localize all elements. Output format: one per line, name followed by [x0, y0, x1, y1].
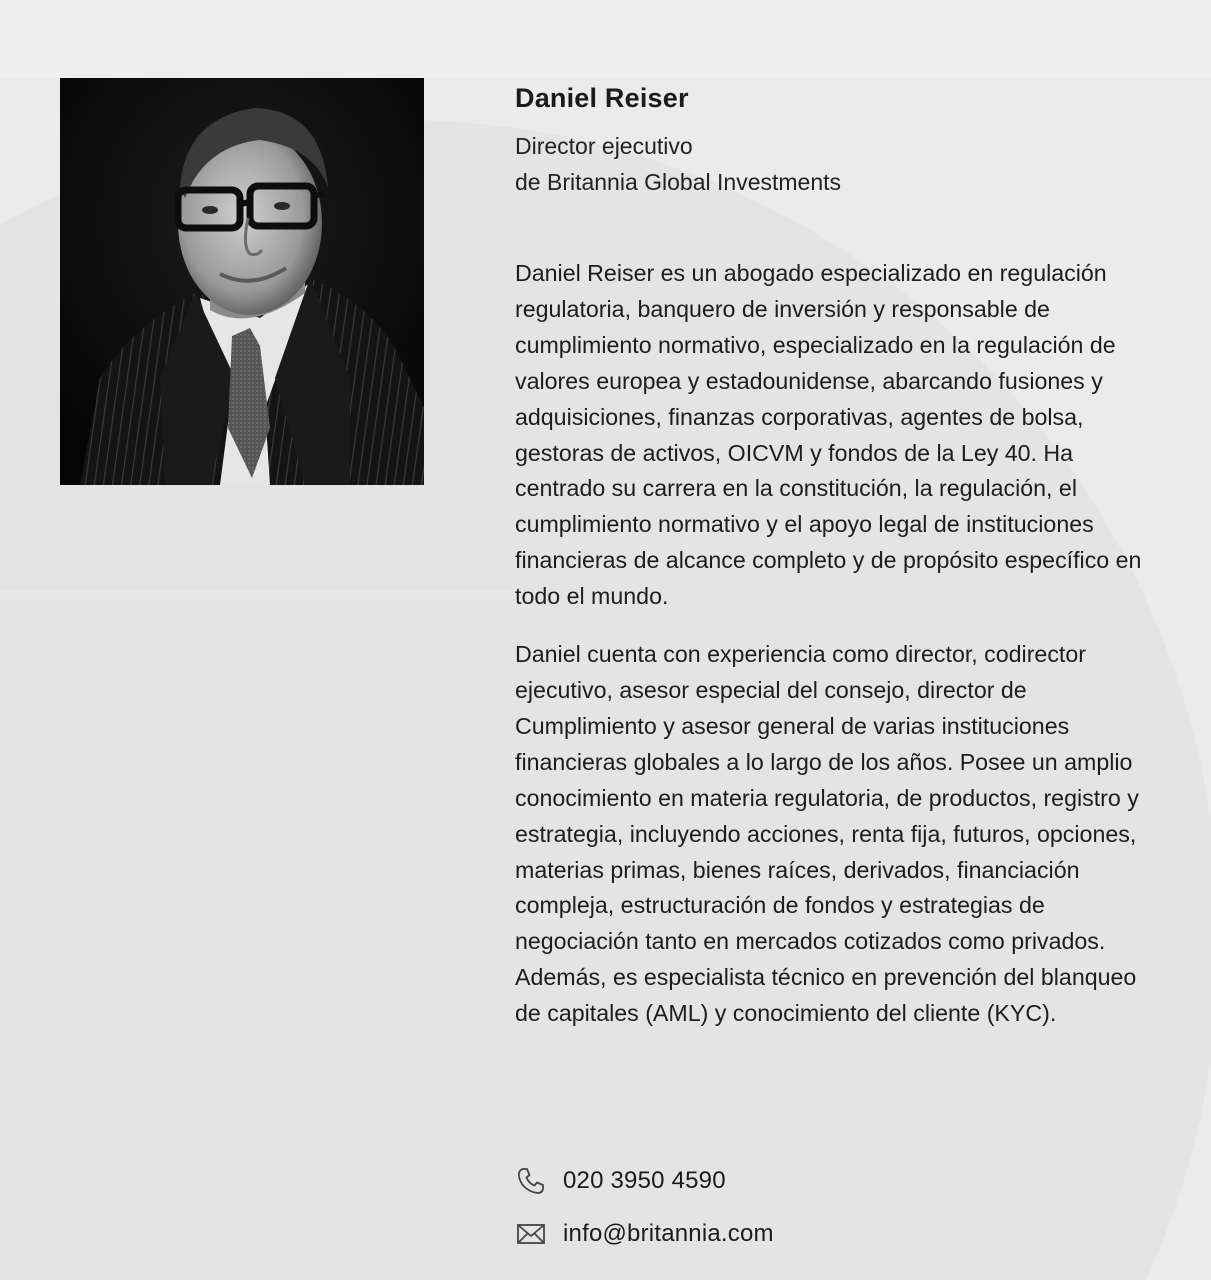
person-role	[515, 128, 1165, 200]
bio-paragraph-2: Daniel cuenta con experiencia como director, codirector ejecutivo, asesor especial del consejo, director de Cumplimiento y asesor general de varias instituciones financieras globales a lo largo de los años. Posee un amplio conocimiento en materia regulatoria, de productos, registro y estrategia, incluyendo acciones, renta fija, futuros, opciones, materias primas, bienes raíces, derivados, financiación compleja, estructuración de fondos y estrategias de negociación tanto en mercados cotizados como privados. Además, es especialista técnico en prevención del blanqueo de capitales (AML) y conocimiento del cliente (KYC).	[515, 641, 1139, 1027]
phone-contact[interactable]	[515, 1163, 726, 1199]
bio-paragraph-1: Daniel Reiser es un abogado especializado en regulación regulatoria, banquero de inversión y responsable de cumplimiento normativo, especializado en la regulación de valores europea y estadounidense, abarcando fusiones y adquisiciones, finanzas corporativas, agentes de bolsa, gestoras de activos, OICVM y fondos de la Ley 40. Ha centrado su carrera en la constitución, la regulación, el cumplimiento normativo y el apoyo legal de instituciones financieras de alcance completo y de propósito específico en todo el mundo.	[515, 260, 1142, 610]
email-contact[interactable]	[515, 1216, 774, 1252]
biography	[515, 256, 1165, 1032]
portrait-illustration	[60, 78, 424, 485]
background-band	[0, 590, 520, 610]
role-line-1: Director ejecutivo	[515, 133, 693, 159]
phone-number[interactable]: 020 3950 4590	[563, 1167, 726, 1194]
person-name: Daniel Reiser	[515, 83, 689, 113]
profile-photo	[60, 78, 424, 485]
top-strip	[0, 0, 1211, 80]
email-address[interactable]: info@britannia.com	[563, 1220, 774, 1247]
phone-icon	[515, 1165, 547, 1197]
mail-icon	[515, 1218, 547, 1250]
role-line-2: de Britannia Global Investments	[515, 169, 842, 195]
profile-content	[515, 78, 1165, 1054]
